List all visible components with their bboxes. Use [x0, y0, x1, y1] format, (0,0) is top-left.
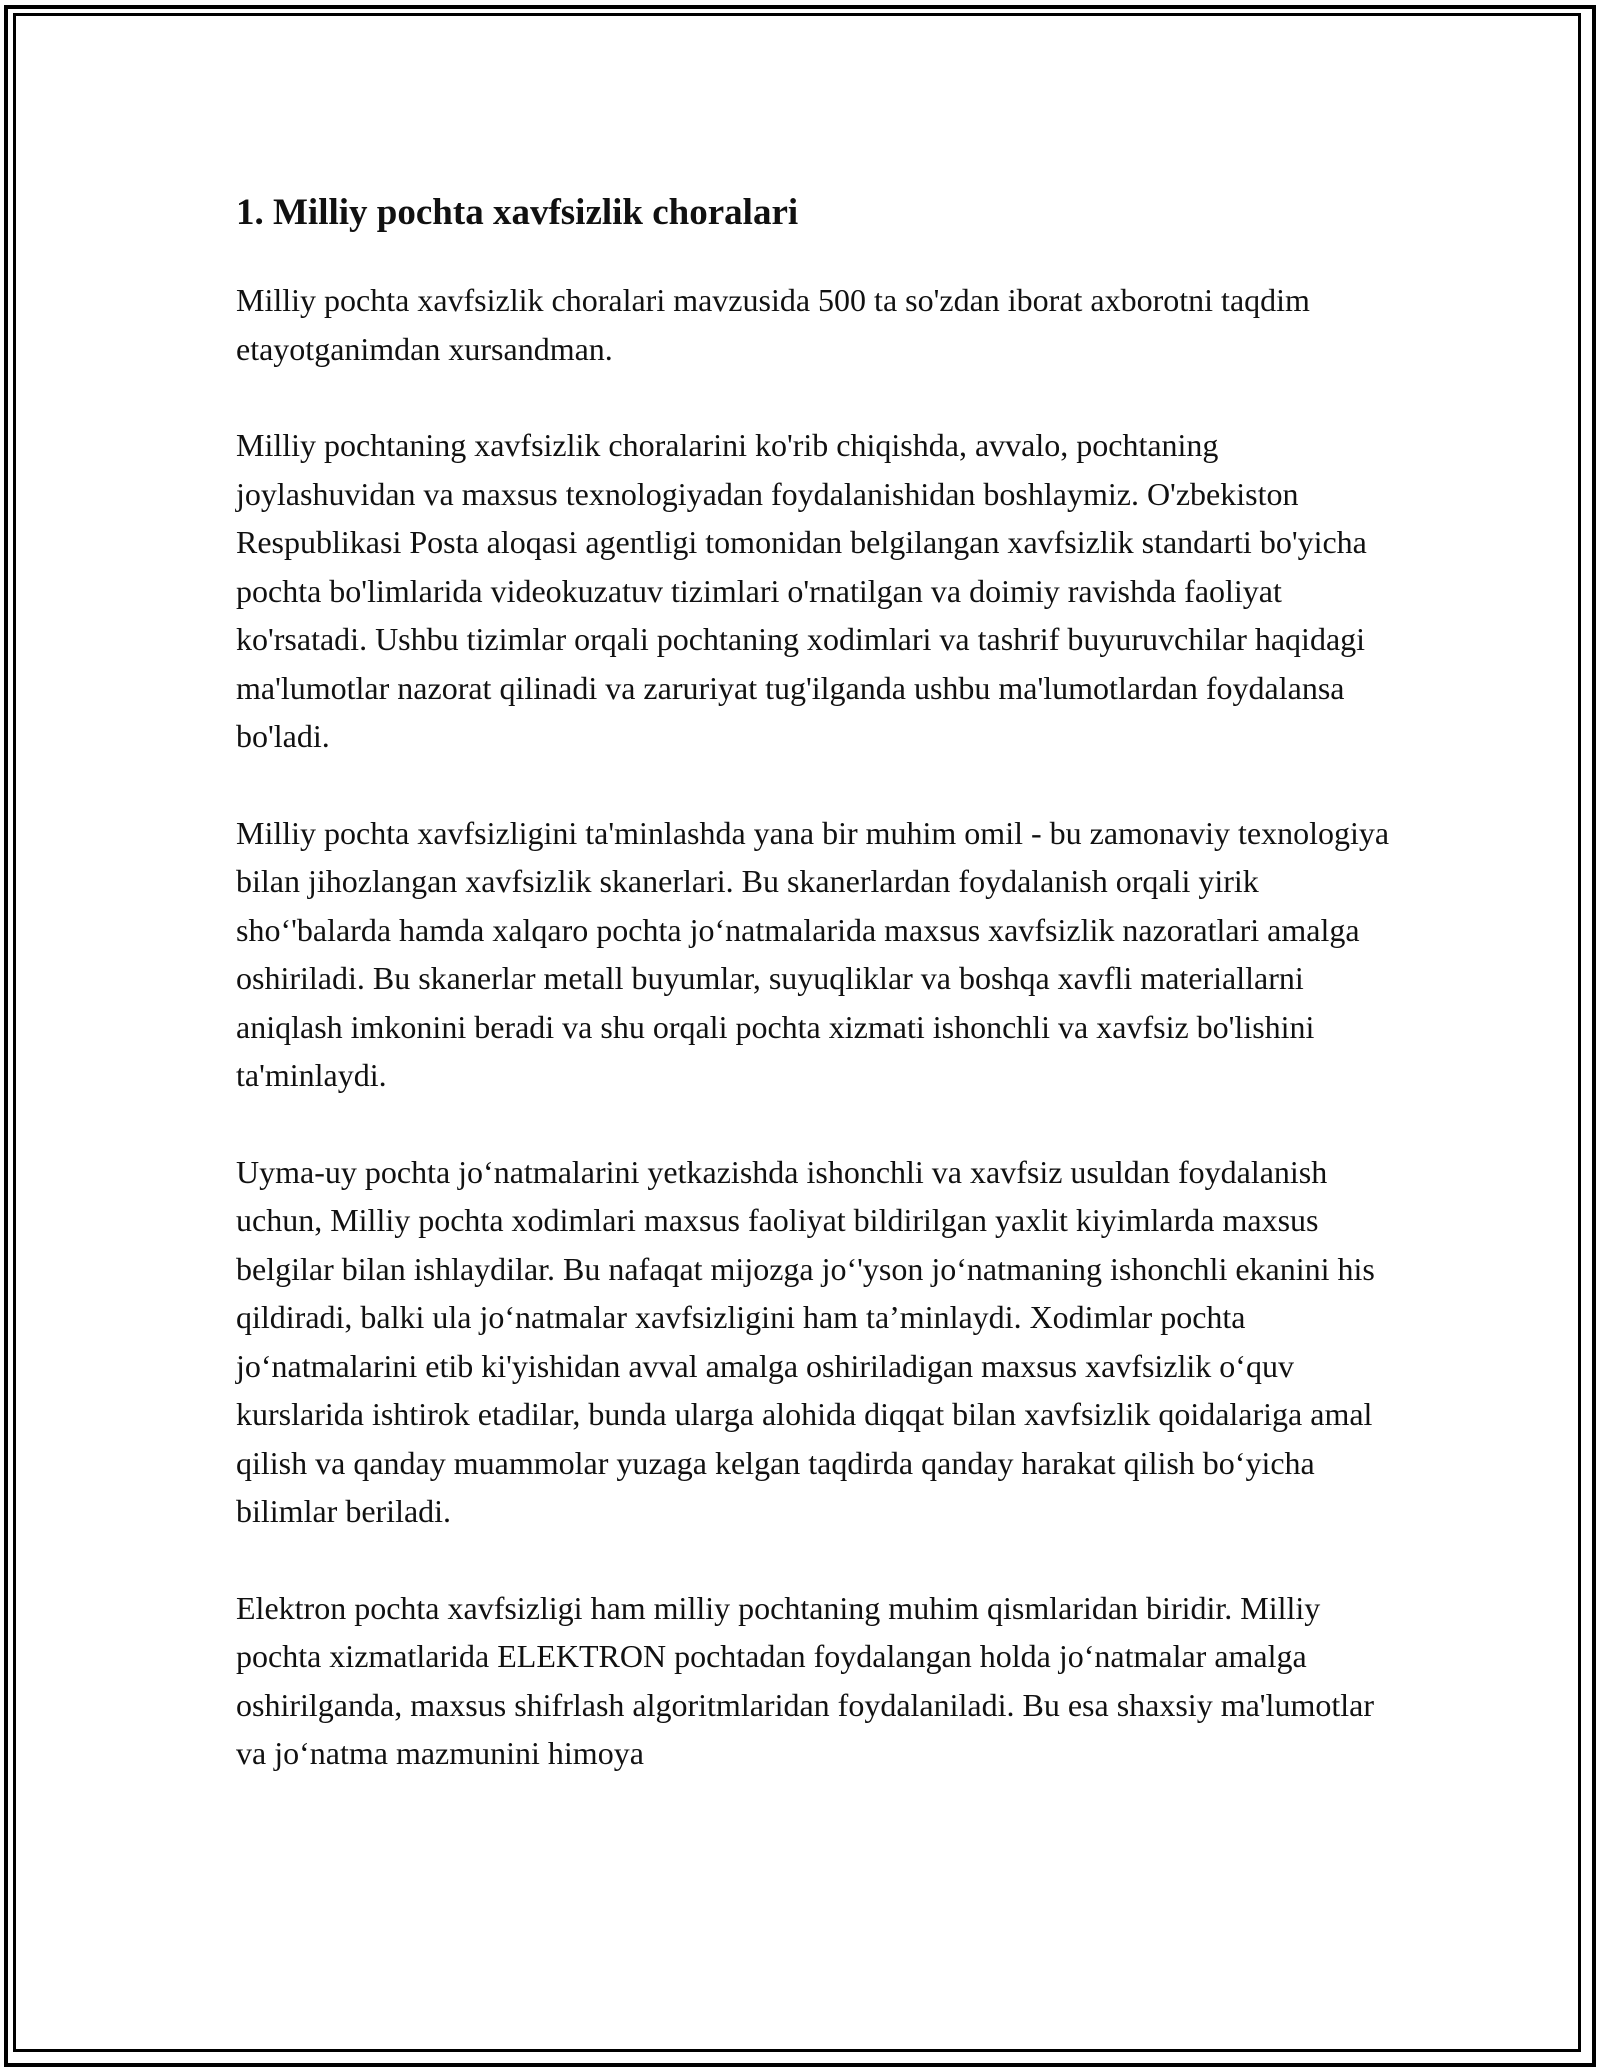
paragraph-security-scanners: Milliy pochta xavfsizligini ta'minlashda yana bir muhim omil - bu zamonaviy texnologiya bilan jihozlangan xavfsizlik skanerlari. Bu skanerlardan foydalanish orqali yirik sho‘'balarda hamda xalqaro pochta jo‘natmalarida maxsus xavfsizlik nazoratlari amalga oshiriladi. Bu skanerlar metall buyumlar, suyuqliklar va boshqa xavfli materiallarni aniqlash imkonini beradi va shu orqali pochta xizmati ishonchli va xavfsiz bo'lishini ta'minlaydi. [236, 814, 1390, 1093]
paragraph-door-to-door-delivery: Uyma-uy pochta jo‘natmalarini yetkazishda ishonchli va xavfsiz usuldan foydalanish uchun, Milliy pochta xodimlari maxsus faoliyat bildirilgan yaxlit kiyimlarda maxsus belgilar bilan ishlaydilar. Bu nafaqat mijozga jo‘'yson jo‘natmaning ishonchli ekanini his qildiradi, balki ula jo‘natmalar xavfsizligini ham ta’minlaydi. Xodimlar pochta jo‘natmalarini etib ki'yishidan avval amalga oshiriladigan maxsus xavfsizlik o‘quv kurslarida ishtirok etadilar, bunda ularga alohida diqqat bilan xavfsizlik qoidalariga amal qilish va qanday muammolar yuzaga kelgan taqdirda qanday harakat qilish bo‘yicha bilimlar beriladi. [236, 1153, 1375, 1529]
paragraph-intro: Milliy pochta xavfsizlik choralari mavzusida 500 ta so'zdan iborat axborotni taqdim etayotganimdan xursandman. [236, 282, 1310, 367]
paragraph-video-surveillance: Milliy pochtaning xavfsizlik choralarini ko'rib chiqishda, avvalo, pochtaning joylashuvidan va maxsus texnologiyadan foydalanishidan boshlaymiz. O'zbekiston Respublikasi Posta aloqasi agentligi tomonidan belgilangan xavfsizlik standarti bo'yicha pochta bo'limlarida videokuzatuv tizimlari o'rnatilgan va doimiy ravishda faoliyat ko'rsatadi. Ushbu tizimlar orqali pochtaning xodimlari va tashrif buyuruvchilar haqidagi ma'lumotlar nazorat qilinadi va zaruriyat tug'ilganda ushbu ma'lumotlardan foydalansa bo'ladi. [236, 427, 1367, 754]
document-body [236, 180, 1396, 1826]
paragraph-email-security: Elektron pochta xavfsizligi ham milliy pochtaning muhim qismlaridan biridir. Milliy pochta xizmatlarida ELEKTRON pochtadan foydalangan holda jo‘natmalar amalga oshirilganda, maxsus shifrlash algoritmlaridan foydalaniladi. Bu esa shaxsiy ma'lumotlar va jo‘natma mazmunini himoya [236, 1589, 1374, 1771]
section-heading: 1. Milliy pochta xavfsizlik choralari [236, 192, 799, 233]
